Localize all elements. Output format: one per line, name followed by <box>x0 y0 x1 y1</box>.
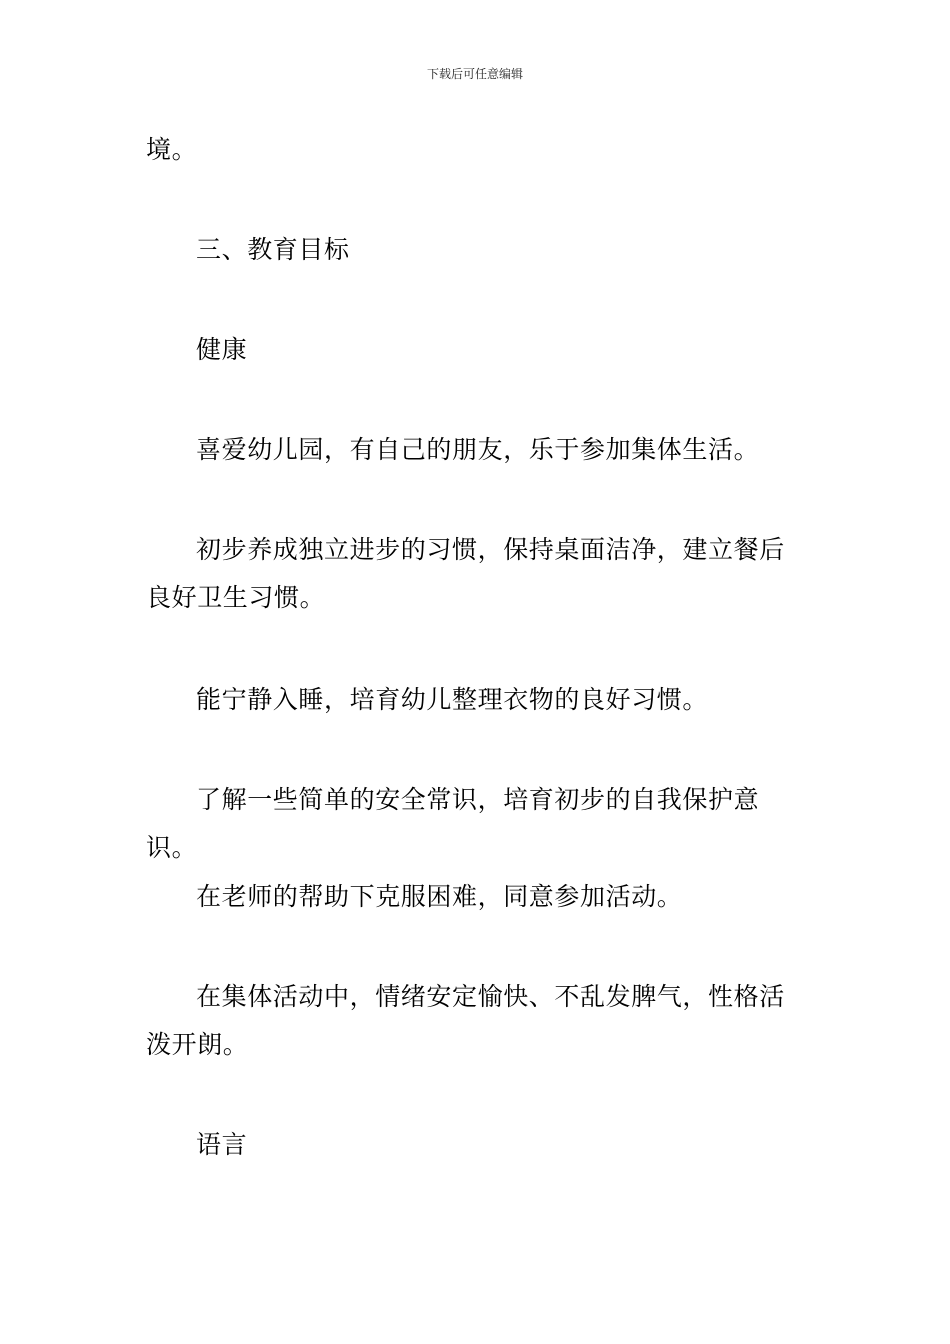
paragraph: 在集体活动中，情绪安定愉快、不乱发脾气，性格活泼开朗。 <box>146 982 785 1059</box>
paragraph: 在老师的帮助下克服困难，同意参加活动。 <box>196 882 683 911</box>
section-heading: 三、教育目标 <box>196 235 350 264</box>
paragraph-continuation: 境。 <box>146 135 198 164</box>
paragraph: 喜爱幼儿园，有自己的朋友，乐于参加集体生活。 <box>196 435 760 464</box>
paragraph: 了解一些简单的安全常识，培育初步的自我保护意识。 <box>146 785 760 862</box>
page-header: 下载后可任意编辑 <box>426 67 523 81</box>
subsection-heading-health: 健康 <box>196 335 248 364</box>
subsection-heading-language: 语言 <box>196 1130 248 1159</box>
paragraph: 初步养成独立进步的习惯，保持桌面洁净，建立餐后良好卫生习惯。 <box>146 535 785 612</box>
paragraph: 能宁静入睡，培育幼儿整理衣物的良好习惯。 <box>196 685 709 714</box>
